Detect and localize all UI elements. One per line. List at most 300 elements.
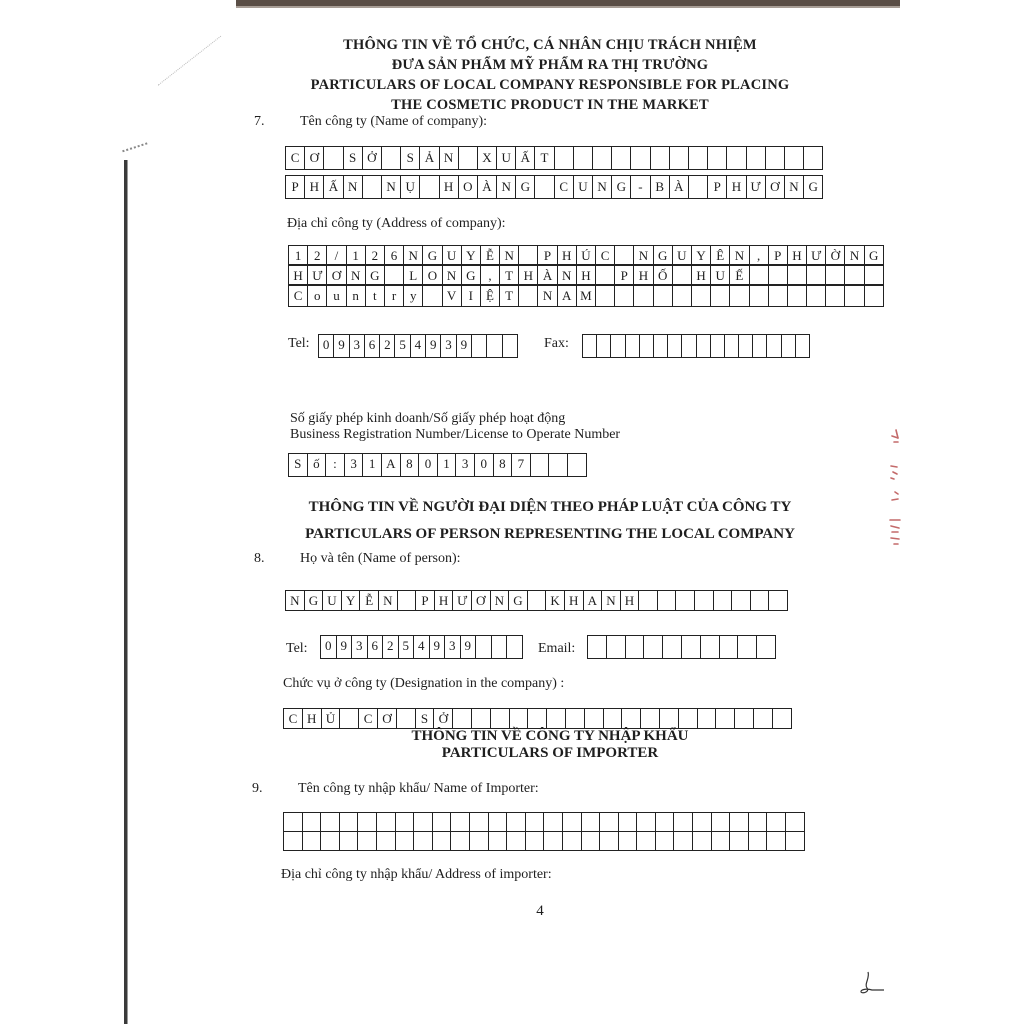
form-cell: N (344, 176, 363, 198)
form-cell: Y (692, 246, 711, 264)
form-cell (507, 832, 526, 850)
form-cell (788, 266, 807, 284)
form-cell: A (584, 591, 603, 610)
form-cell: N (634, 246, 653, 264)
form-cell (563, 813, 582, 831)
importer-header-line-1: THÔNG TIN VỀ CÔNG TY NHẬP KHẨU (411, 728, 689, 744)
form-cell (519, 286, 538, 306)
form-cell: C (359, 709, 378, 728)
form-cell: 9 (334, 335, 349, 357)
designation-label: Chức vụ ở công ty (Designation in the company) : (283, 676, 565, 691)
company-tel-label: Tel: (288, 336, 310, 351)
form-cell (528, 591, 547, 610)
form-cell: 4 (414, 636, 430, 658)
form-cell: T (535, 147, 554, 169)
form-cell: N (379, 591, 398, 610)
form-cell (749, 813, 768, 831)
form-cell (358, 832, 377, 850)
form-cell: N (845, 246, 864, 264)
form-cell: T (500, 266, 519, 284)
form-cell (396, 832, 415, 850)
form-cell (767, 813, 786, 831)
form-cell (658, 591, 677, 610)
form-cell (654, 286, 673, 306)
form-cell (640, 335, 654, 357)
form-cell: 9 (430, 636, 446, 658)
page-number: 4 (536, 903, 544, 919)
form-cell: S (289, 454, 308, 476)
form-cell (503, 335, 518, 357)
form-cell (826, 286, 845, 306)
form-cell: P (615, 266, 634, 284)
form-cell (433, 813, 452, 831)
form-cell: N (443, 266, 462, 284)
form-cell: u (327, 286, 346, 306)
page-top-edge-shadow (236, 6, 900, 8)
form-cell: P (416, 591, 435, 610)
form-cell (574, 147, 593, 169)
form-cell (656, 832, 675, 850)
form-cell (845, 266, 864, 284)
form-cell (507, 636, 523, 658)
form-cell: 3 (445, 636, 461, 658)
page-left-edge-shadow (127, 160, 128, 1024)
form-cell (626, 335, 640, 357)
form-cell: A (558, 286, 577, 306)
form-cell (414, 832, 433, 850)
form-cell (600, 813, 619, 831)
form-cell: Ở (363, 147, 382, 169)
importer-name-row-2 (283, 831, 805, 851)
form-cell: Ụ (401, 176, 420, 198)
form-cell (459, 147, 478, 169)
form-cell: 9 (457, 335, 472, 357)
importer-name-label: Tên công ty nhập khẩu/ Name of Importer: (298, 781, 539, 796)
form-cell (622, 709, 641, 728)
form-cell: G (423, 246, 442, 264)
form-cell: 4 (411, 335, 426, 357)
form-cell (284, 813, 303, 831)
form-cell (634, 286, 653, 306)
form-cell: G (804, 176, 823, 198)
form-cell: Ú (577, 246, 596, 264)
form-cell (693, 813, 712, 831)
form-cell (796, 335, 810, 357)
form-cell: H (565, 591, 584, 610)
form-cell (769, 591, 788, 610)
person-name-label: Họ và tên (Name of person): (300, 551, 461, 566)
form-cell (711, 335, 725, 357)
form-cell (750, 266, 769, 284)
form-cell: C (555, 176, 574, 198)
form-cell: S (416, 709, 435, 728)
company-name-row-2 (285, 175, 823, 199)
form-cell (807, 286, 826, 306)
form-cell (712, 813, 731, 831)
form-cell: 1 (289, 246, 308, 264)
form-cell (639, 591, 658, 610)
form-cell: P (286, 176, 305, 198)
license-number-cells (288, 453, 587, 477)
form-cell (660, 709, 679, 728)
form-cell: H (303, 709, 322, 728)
form-cell: N (286, 591, 305, 610)
form-cell: S (401, 147, 420, 169)
form-cell (472, 335, 487, 357)
form-cell (544, 813, 563, 831)
form-cell: Ủ (322, 709, 341, 728)
form-cell: H (727, 176, 746, 198)
form-cell (769, 286, 788, 306)
form-cell: À (478, 176, 497, 198)
form-cell (492, 636, 508, 658)
importer-name-row-1 (283, 812, 805, 832)
company-address-row-2 (288, 265, 884, 285)
form-cell (585, 709, 604, 728)
form-cell: , (481, 266, 500, 284)
form-cell: 0 (321, 636, 337, 658)
form-cell: 1 (347, 246, 366, 264)
form-cell (865, 266, 884, 284)
form-cell (397, 709, 416, 728)
form-cell: S (344, 147, 363, 169)
form-cell: Ơ (305, 147, 324, 169)
form-cell (535, 176, 554, 198)
form-cell (597, 335, 611, 357)
form-cell: o (308, 286, 327, 306)
person-email-label: Email: (538, 641, 576, 656)
form-cell (487, 335, 502, 357)
form-cell (619, 832, 638, 850)
form-cell: Ư (308, 266, 327, 284)
form-cell (751, 591, 770, 610)
form-cell (340, 832, 359, 850)
company-address-row-3 (288, 285, 884, 307)
form-cell: Ố (654, 266, 673, 284)
form-cell (807, 266, 826, 284)
form-cell: 2 (366, 246, 385, 264)
form-cell (673, 266, 692, 284)
form-cell: Ả (420, 147, 439, 169)
form-cell: 6 (368, 636, 384, 658)
form-cell (303, 813, 322, 831)
form-cell: K (546, 591, 565, 610)
header-line-1: THÔNG TIN VỀ TỔ CHỨC, CÁ NHÂN CHỊU TRÁCH NHIỆM (343, 37, 757, 53)
form-cell (472, 709, 491, 728)
form-cell: O (423, 266, 442, 284)
form-cell: H (692, 266, 711, 284)
form-cell (604, 709, 623, 728)
form-cell: C (289, 286, 308, 306)
form-cell (619, 813, 638, 831)
form-cell (788, 286, 807, 306)
form-cell: Ễ (481, 246, 500, 264)
form-cell (583, 335, 597, 357)
company-name-label: Tên công ty (Name of company): (300, 114, 487, 129)
form-cell (531, 454, 550, 476)
form-cell: Ế (730, 266, 749, 284)
form-cell: H (577, 266, 596, 284)
form-cell (757, 636, 776, 658)
form-cell (453, 709, 472, 728)
form-cell: U (673, 246, 692, 264)
section-9-number: 9. (252, 781, 263, 796)
form-cell: Ấ (324, 176, 343, 198)
form-cell: / (327, 246, 346, 264)
form-cell: H (788, 246, 807, 264)
form-cell: Y (462, 246, 481, 264)
form-cell (785, 147, 804, 169)
rep-header-line-2: PARTICULARS OF PERSON REPRESENTING THE LOCAL COMPANY (305, 526, 795, 542)
rep-header-line-1: THÔNG TIN VỀ NGƯỜI ĐẠI DIỆN THEO PHÁP LUẬT CỦA CÔNG TY (308, 499, 792, 515)
form-cell: Ơ (472, 591, 491, 610)
initial-signature-icon (858, 968, 888, 998)
form-cell (607, 636, 626, 658)
form-cell: H (621, 591, 640, 610)
form-cell: U (497, 147, 516, 169)
form-cell: N (558, 266, 577, 284)
form-cell (544, 832, 563, 850)
form-cell (708, 147, 727, 169)
form-cell (451, 813, 470, 831)
form-cell (451, 832, 470, 850)
form-cell: G (366, 266, 385, 284)
form-cell: t (366, 286, 385, 306)
form-cell: C (286, 147, 305, 169)
form-cell (549, 454, 568, 476)
form-cell: y (404, 286, 423, 306)
form-cell: 5 (399, 636, 415, 658)
form-cell: G (305, 591, 324, 610)
form-cell (596, 266, 615, 284)
form-cell (363, 176, 382, 198)
form-cell: P (769, 246, 788, 264)
form-cell (528, 709, 547, 728)
form-cell (753, 335, 767, 357)
form-cell: H (558, 246, 577, 264)
form-cell: G (612, 176, 631, 198)
form-cell: N (730, 246, 749, 264)
importer-header-line-2: PARTICULARS OF IMPORTER (441, 745, 659, 761)
form-cell (701, 636, 720, 658)
header-line-4: THE COSMETIC PRODUCT IN THE MARKET (391, 97, 709, 113)
form-cell (582, 813, 601, 831)
form-cell (600, 832, 619, 850)
form-cell: Ư (807, 246, 826, 264)
form-cell (507, 813, 526, 831)
company-fax-cells (582, 334, 810, 358)
form-cell (510, 709, 529, 728)
section-8-number: 8. (254, 551, 265, 566)
form-cell (727, 147, 746, 169)
person-tel-label: Tel: (286, 641, 308, 656)
scan-scuff-faint (158, 36, 223, 88)
form-cell (398, 591, 417, 610)
form-cell (377, 832, 396, 850)
form-cell: 7 (512, 454, 531, 476)
form-cell (656, 813, 675, 831)
form-cell: 9 (337, 636, 353, 658)
form-cell (641, 709, 660, 728)
red-stamp-mark-icon (882, 426, 904, 550)
form-cell: Ấ (516, 147, 535, 169)
form-cell: Ê (711, 246, 730, 264)
form-cell: 8 (494, 454, 513, 476)
form-cell (631, 147, 650, 169)
form-cell (489, 813, 508, 831)
form-cell: G (509, 591, 528, 610)
form-cell (651, 147, 670, 169)
form-cell: N (347, 266, 366, 284)
form-cell: , (750, 246, 769, 264)
form-cell (682, 636, 701, 658)
form-cell: M (577, 286, 596, 306)
form-cell (689, 176, 708, 198)
form-cell: V (443, 286, 462, 306)
person-email-cells (587, 635, 776, 659)
form-cell: 5 (395, 335, 410, 357)
form-cell (582, 832, 601, 850)
form-cell (611, 335, 625, 357)
form-cell (732, 591, 751, 610)
form-cell (433, 832, 452, 850)
form-cell: U (443, 246, 462, 264)
form-cell (596, 286, 615, 306)
form-cell: 2 (380, 335, 395, 357)
form-cell (714, 591, 733, 610)
form-cell (682, 335, 696, 357)
form-cell (739, 335, 753, 357)
form-cell (547, 709, 566, 728)
form-cell (519, 246, 538, 264)
form-cell: N (497, 176, 516, 198)
form-cell: 1 (363, 454, 382, 476)
form-cell: C (284, 709, 303, 728)
form-cell: N (440, 147, 459, 169)
form-cell (698, 709, 717, 728)
form-cell (738, 636, 757, 658)
form-cell: À (538, 266, 557, 284)
form-cell: 3 (350, 335, 365, 357)
form-cell (615, 286, 634, 306)
form-cell (711, 286, 730, 306)
form-cell: O (459, 176, 478, 198)
form-cell (396, 813, 415, 831)
form-cell (730, 813, 749, 831)
form-cell: N (491, 591, 510, 610)
form-cell (769, 266, 788, 284)
form-cell (674, 813, 693, 831)
license-label-vi: Số giấy phép kinh doanh/Số giấy phép hoạt động (290, 411, 566, 426)
form-cell (674, 832, 693, 850)
form-cell: H (440, 176, 459, 198)
form-cell: B (651, 176, 670, 198)
form-cell (284, 832, 303, 850)
company-tel-cells (318, 334, 518, 358)
form-cell: U (711, 266, 730, 284)
form-cell: H (305, 176, 324, 198)
form-cell (712, 832, 731, 850)
form-cell (563, 832, 582, 850)
person-tel-cells (320, 635, 523, 659)
section-7-number: 7. (254, 114, 265, 129)
person-name-cells (285, 590, 788, 611)
form-cell (676, 591, 695, 610)
form-cell: C (596, 246, 615, 264)
form-cell: H (289, 266, 308, 284)
form-cell: A (382, 454, 401, 476)
designation-cells (283, 708, 792, 729)
company-address-row-1 (288, 245, 884, 265)
form-cell: : (326, 454, 345, 476)
header-line-2: ĐƯA SẢN PHẨM MỸ PHẨM RA THỊ TRƯỜNG (391, 57, 709, 73)
form-cell (720, 636, 739, 658)
form-cell (782, 335, 796, 357)
form-cell (865, 286, 884, 306)
form-cell: 2 (308, 246, 327, 264)
form-cell: 0 (319, 335, 334, 357)
form-cell (340, 709, 359, 728)
form-cell: 6 (385, 246, 404, 264)
form-cell (697, 335, 711, 357)
form-cell: 3 (441, 335, 456, 357)
form-cell (786, 813, 805, 831)
form-cell: P (538, 246, 557, 264)
form-cell (377, 813, 396, 831)
form-cell (773, 709, 792, 728)
form-cell: 6 (365, 335, 380, 357)
form-cell (735, 709, 754, 728)
form-cell (673, 286, 692, 306)
form-cell (566, 709, 585, 728)
form-cell: H (519, 266, 538, 284)
form-cell: H (435, 591, 454, 610)
form-cell: 2 (383, 636, 399, 658)
form-cell (526, 832, 545, 850)
form-cell: N (593, 176, 612, 198)
form-cell (626, 636, 645, 658)
form-cell (663, 636, 682, 658)
form-cell (470, 813, 489, 831)
form-cell (615, 246, 634, 264)
form-cell (568, 454, 587, 476)
form-cell (637, 832, 656, 850)
form-cell (730, 832, 749, 850)
form-cell: N (538, 286, 557, 306)
form-cell (340, 813, 359, 831)
form-cell: G (654, 246, 673, 264)
form-cell (303, 832, 322, 850)
form-cell (747, 147, 766, 169)
form-cell: - (631, 176, 650, 198)
company-fax-label: Fax: (544, 336, 569, 351)
form-cell: G (462, 266, 481, 284)
form-cell (749, 832, 768, 850)
form-cell: ố (308, 454, 327, 476)
form-cell: 0 (475, 454, 494, 476)
header-line-3: PARTICULARS OF LOCAL COMPANY RESPONSIBLE FOR PLACING (310, 77, 790, 93)
company-name-row-1 (285, 146, 823, 170)
form-cell: G (516, 176, 535, 198)
form-cell: P (708, 176, 727, 198)
form-cell (526, 813, 545, 831)
company-address-label: Địa chỉ công ty (Address of company): (287, 216, 506, 231)
form-cell (670, 147, 689, 169)
form-cell (766, 147, 785, 169)
form-cell: Ơ (327, 266, 346, 284)
form-cell (612, 147, 631, 169)
form-cell: Ơ (378, 709, 397, 728)
